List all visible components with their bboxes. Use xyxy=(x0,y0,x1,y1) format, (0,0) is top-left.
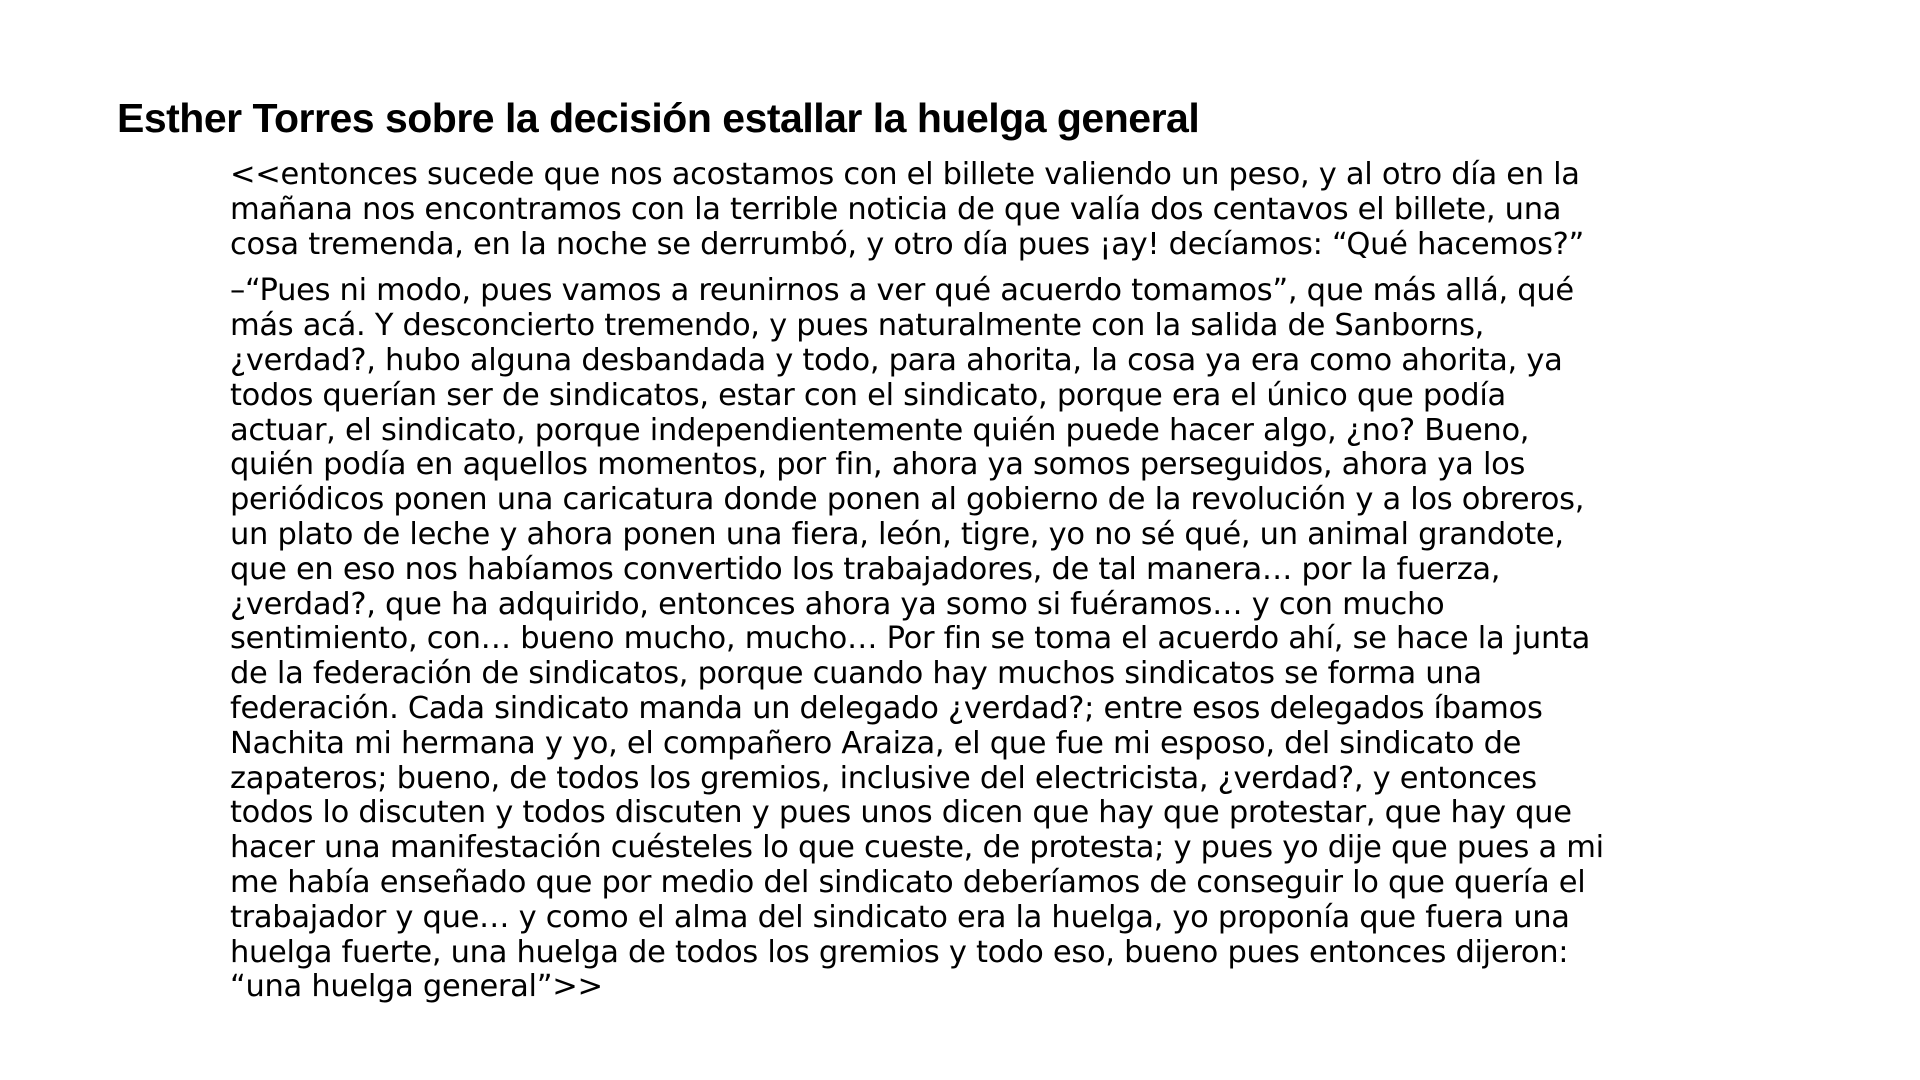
quote-paragraph-2 xyxy=(230,274,1700,1005)
text-line: quién podía en aquellos momentos, por fin, ahora ya somos perseguidos, ahora ya los xyxy=(230,447,1526,483)
text-line: que en eso nos habíamos convertido los trabajadores, de tal manera… por la fuerza, xyxy=(230,551,1501,587)
text-line: huelga fuerte, una huelga de todos los gremios y todo eso, bueno pues entonces dijeron: xyxy=(230,934,1569,970)
text-line: “una huelga general”>> xyxy=(230,969,603,1005)
text-line: de la federación de sindicatos, porque cuando hay muchos sindicatos se forma una xyxy=(230,656,1482,692)
text-line: más acá. Y desconcierto tremendo, y pues naturalmente con la salida de Sanborns, xyxy=(230,308,1485,344)
text-line: todos querían ser de sindicatos, estar con el sindicato, porque era el único que podía xyxy=(230,377,1506,413)
text-line: actuar, el sindicato, porque independientemente quién puede hacer algo, ¿no? Bueno, xyxy=(230,412,1530,448)
text-line: –“Pues ni modo, pues vamos a reunirnos a ver qué acuerdo tomamos”, que más allá, qué xyxy=(230,273,1574,309)
text-line: un plato de leche y ahora ponen una fiera, león, tigre, yo no sé qué, un animal grandote, xyxy=(230,516,1564,552)
text-line: periódicos ponen una caricatura donde ponen al gobierno de la revolución y a los obreros, xyxy=(230,482,1585,518)
slide-title: Esther Torres sobre la decisión estallar la huelga general xyxy=(117,95,1200,141)
quote-block xyxy=(230,158,1700,1005)
text-line: ¿verdad?, que ha adquirido, entonces ahora ya somo si fuéramos… y con mucho xyxy=(230,586,1445,622)
text-line: mañana nos encontramos con la terrible noticia de que valía dos centavos el billete, una xyxy=(230,191,1562,227)
text-line: cosa tremenda, en la noche se derrumbó, y otro día pues ¡ay! decíamos: “Qué hacemos?” xyxy=(230,226,1585,262)
text-line: federación. Cada sindicato manda un delegado ¿verdad?; entre esos delegados íbamos xyxy=(230,690,1543,726)
text-line: Nachita mi hermana y yo, el compañero Araiza, el que fue mi esposo, del sindicato de xyxy=(230,725,1522,761)
text-line: zapateros; bueno, de todos los gremios, inclusive del electricista, ¿verdad?, y entonces xyxy=(230,760,1537,796)
text-line: sentimiento, con… bueno mucho, mucho… Por fin se toma el acuerdo ahí, se hace la junta xyxy=(230,621,1591,657)
text-line: todos lo discuten y todos discuten y pues unos dicen que hay que protestar, que hay que xyxy=(230,795,1572,831)
quote-paragraph-1 xyxy=(230,158,1700,262)
text-line: <<entonces sucede que nos acostamos con el billete valiendo un peso, y al otro día en la xyxy=(230,157,1580,192)
text-line: trabajador y que… y como el alma del sindicato era la huelga, yo proponía que fuera una xyxy=(230,899,1570,935)
text-line: ¿verdad?, hubo alguna desbandada y todo, para ahorita, la cosa ya era como ahorita, ya xyxy=(230,342,1563,378)
text-line: me había enseñado que por medio del sindicato deberíamos de conseguir lo que quería el xyxy=(230,864,1586,900)
text-line: hacer una manifestación cuésteles lo que cueste, de protesta; y pues yo dije que pues a mi xyxy=(230,830,1604,866)
